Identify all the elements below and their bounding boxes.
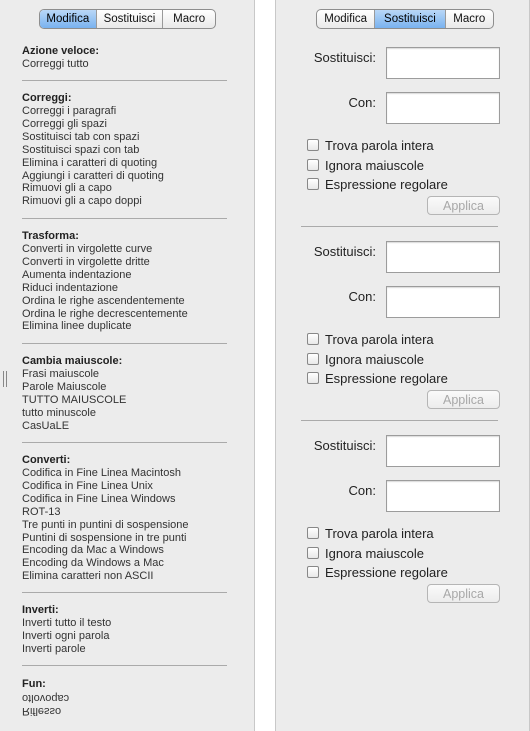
find-label: Sostituisci:	[313, 244, 376, 259]
find-label: Sostituisci:	[313, 50, 376, 65]
regex-checkbox[interactable]	[307, 564, 448, 580]
replace-field[interactable]	[386, 480, 500, 512]
action-item[interactable]: Codifica in Fine Linea Windows	[22, 492, 176, 505]
checkbox-box	[307, 353, 319, 365]
action-item[interactable]: Inverti ogni parola	[22, 629, 110, 642]
action-item[interactable]: Inverti tutto il testo	[22, 617, 112, 629]
action-item[interactable]: Rimuovi gli a capo doppi	[22, 195, 142, 208]
action-item[interactable]: Encoding da Windows a Mac	[22, 557, 164, 570]
section-header: Inverti:	[22, 604, 59, 616]
action-item[interactable]: Tre punti in puntini di sospensione	[22, 518, 189, 531]
divider	[301, 226, 498, 227]
action-item[interactable]: Sostituisci spazi con tab	[22, 143, 140, 156]
whole-word-checkbox[interactable]	[307, 137, 434, 153]
regex-checkbox[interactable]	[307, 370, 448, 386]
section-correggi	[22, 92, 227, 208]
section-header: Converti:	[22, 454, 71, 466]
section-header: Correggi:	[22, 92, 72, 104]
tab-macro[interactable]: Macro	[453, 13, 486, 25]
section-inverti	[22, 604, 227, 656]
section-fun	[22, 678, 227, 717]
action-item[interactable]: ROT-13	[22, 505, 61, 518]
action-item[interactable]: Frasi maiuscole	[22, 368, 100, 380]
action-item[interactable]: Puntini di sospensione in tre punti	[22, 531, 187, 544]
left-segmented-control	[39, 9, 216, 29]
tab-modifica[interactable]: Modifica	[317, 10, 375, 28]
section-converti	[22, 454, 227, 583]
action-item[interactable]: Aumenta indentazione	[22, 268, 132, 281]
tab-sostituisci[interactable]: Sostituisci	[97, 10, 164, 28]
action-item[interactable]: Riduci indentazione	[22, 281, 119, 294]
action-item[interactable]: Parole Maiuscole	[22, 380, 107, 393]
divider	[22, 665, 227, 666]
tab-modifica[interactable]: Modifica	[40, 10, 97, 28]
action-item[interactable]: Aggiungi i caratteri di quoting	[22, 169, 164, 182]
whole-word-checkbox[interactable]	[307, 331, 434, 347]
action-item[interactable]: Elimina linee duplicate	[22, 320, 132, 333]
section-azione-veloce	[22, 45, 227, 71]
tab-sostituisci[interactable]: Sostituisci	[375, 10, 445, 28]
checkbox-label: Espressione regolare	[325, 370, 448, 386]
replace-label: Con:	[348, 483, 376, 498]
checkbox-box	[307, 547, 319, 559]
find-field[interactable]	[386, 435, 500, 467]
right-panel	[275, 0, 530, 731]
apply-button[interactable]: Applica	[427, 390, 500, 409]
action-item-mirrored[interactable]	[22, 704, 227, 717]
left-panel	[0, 0, 255, 731]
resize-grip-left[interactable]	[3, 371, 7, 387]
checkbox-box	[307, 527, 319, 539]
checkbox-box	[307, 159, 319, 171]
action-item[interactable]: Codifica in Fine Linea Unix	[22, 479, 153, 492]
action-item[interactable]: Rimuovi gli a capo	[22, 182, 112, 195]
checkbox-label: Espressione regolare	[325, 564, 448, 580]
checkbox-box	[307, 566, 319, 578]
apply-button[interactable]: Applica	[427, 584, 500, 603]
checkbox-label: Ignora maiuscole	[325, 157, 424, 173]
action-item[interactable]: Converti in virgolette curve	[22, 243, 153, 255]
action-item[interactable]: Correggi gli spazi	[22, 117, 107, 130]
action-item-upside-down[interactable]	[22, 691, 227, 704]
action-item[interactable]: Sostituisci tab con spazi	[22, 130, 140, 143]
whole-word-checkbox[interactable]	[307, 525, 434, 541]
section-header: Cambia maiuscole:	[22, 355, 123, 367]
ignore-case-checkbox[interactable]	[307, 545, 424, 561]
checkbox-label: Trova parola intera	[325, 331, 434, 347]
action-item[interactable]: tutto minuscole	[22, 406, 96, 419]
replace-label: Con:	[348, 289, 376, 304]
action-item[interactable]: CasUaLE	[22, 419, 70, 432]
action-item[interactable]: TUTTO MAIUSCOLE	[22, 393, 127, 406]
divider	[301, 420, 498, 421]
ignore-case-checkbox[interactable]	[307, 157, 424, 173]
checkbox-label: Espressione regolare	[325, 176, 448, 192]
replace-label: Con:	[348, 95, 376, 110]
divider	[22, 218, 227, 219]
section-trasforma	[22, 230, 227, 333]
find-label: Sostituisci:	[313, 438, 376, 453]
checkbox-box	[307, 139, 319, 151]
ignore-case-checkbox[interactable]	[307, 351, 424, 367]
replace-field[interactable]	[386, 286, 500, 318]
divider	[22, 592, 227, 593]
divider	[22, 80, 227, 81]
section-header: Azione veloce:	[22, 45, 100, 57]
regex-checkbox[interactable]	[307, 176, 448, 192]
find-field[interactable]	[386, 241, 500, 273]
action-item[interactable]: Ordina le righe decrescentemente	[22, 307, 188, 320]
action-item[interactable]: Codifica in Fine Linea Macintosh	[22, 467, 181, 479]
find-field[interactable]	[386, 47, 500, 79]
action-item[interactable]: Converti in virgolette dritte	[22, 255, 150, 268]
upside-down-text: capovolto	[22, 691, 70, 704]
section-header: Trasforma:	[22, 230, 79, 242]
section-cambia-maiuscole	[22, 355, 227, 433]
checkbox-box	[307, 372, 319, 384]
section-header: Fun:	[22, 678, 46, 690]
mirrored-text: Riflesso	[22, 704, 62, 717]
action-item[interactable]: Encoding da Mac a Windows	[22, 544, 164, 557]
right-segmented-control	[316, 9, 494, 29]
divider	[22, 442, 227, 443]
divider	[22, 343, 227, 344]
checkbox-label: Trova parola intera	[325, 137, 434, 153]
tab-macro[interactable]: Macro	[173, 13, 206, 25]
checkbox-label: Ignora maiuscole	[325, 545, 424, 561]
checkbox-label: Ignora maiuscole	[325, 351, 424, 367]
checkbox-label: Trova parola intera	[325, 525, 434, 541]
action-item[interactable]: Correggi tutto	[22, 58, 89, 70]
action-item[interactable]: Ordina le righe ascendentemente	[22, 294, 185, 307]
replace-field[interactable]	[386, 92, 500, 124]
action-item[interactable]: Correggi i paragrafi	[22, 105, 117, 117]
action-item[interactable]: Elimina caratteri non ASCII	[22, 570, 154, 583]
action-item[interactable]: Elimina i caratteri di quoting	[22, 156, 158, 169]
checkbox-box	[307, 333, 319, 345]
apply-button[interactable]: Applica	[427, 196, 500, 215]
checkbox-box	[307, 178, 319, 190]
action-item[interactable]: Inverti parole	[22, 642, 86, 655]
